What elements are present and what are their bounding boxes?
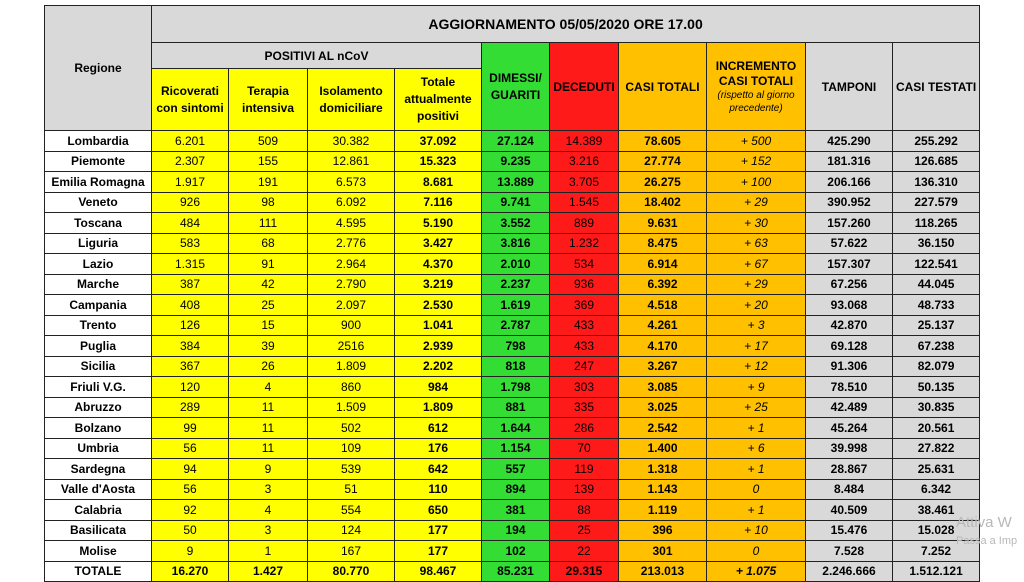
- cell-casi-totali: 27.774: [619, 151, 707, 172]
- cell-totale-positivi: 1.809: [395, 397, 482, 418]
- cell-casi-totali: 1.318: [619, 459, 707, 480]
- cell-tamponi: 45.264: [806, 418, 893, 439]
- cell-isolamento: 2.097: [308, 295, 395, 316]
- cell-casi-testati: 255.292: [893, 131, 980, 152]
- cell-terapia: 1.427: [229, 561, 308, 582]
- cell-totale-positivi: 3.219: [395, 274, 482, 295]
- cell-casi-testati: 227.579: [893, 192, 980, 213]
- cell-casi-totali: 4.518: [619, 295, 707, 316]
- cell-deceduti: 936: [550, 274, 619, 295]
- cell-dimessi: 3.552: [482, 213, 550, 234]
- cell-regione: Liguria: [45, 233, 152, 254]
- cell-casi-testati: 136.310: [893, 172, 980, 193]
- cell-dimessi: 1.619: [482, 295, 550, 316]
- cell-dimessi: 2.787: [482, 315, 550, 336]
- cell-terapia: 98: [229, 192, 308, 213]
- table-row: [45, 500, 980, 521]
- cell-ricoverati: 387: [152, 274, 229, 295]
- cell-casi-totali: 2.542: [619, 418, 707, 439]
- cell-ricoverati: 16.270: [152, 561, 229, 582]
- cell-ricoverati: 56: [152, 438, 229, 459]
- cell-totale-positivi: 1.041: [395, 315, 482, 336]
- cell-isolamento: 554: [308, 500, 395, 521]
- cell-deceduti: 433: [550, 315, 619, 336]
- cell-regione: Piemonte: [45, 151, 152, 172]
- cell-totale-positivi: 984: [395, 377, 482, 398]
- cell-totale-positivi: 177: [395, 520, 482, 541]
- cell-totale-positivi: 110: [395, 479, 482, 500]
- cell-totale-positivi: 37.092: [395, 131, 482, 152]
- cell-deceduti: 1.545: [550, 192, 619, 213]
- table-row: [45, 254, 980, 275]
- cell-casi-totali: 4.261: [619, 315, 707, 336]
- cell-terapia: 15: [229, 315, 308, 336]
- cell-dimessi: 9.741: [482, 192, 550, 213]
- cell-deceduti: 25: [550, 520, 619, 541]
- covid-table-wrapper: [44, 5, 979, 582]
- cell-totale-positivi: 4.370: [395, 254, 482, 275]
- cell-isolamento: 1.509: [308, 397, 395, 418]
- cell-ricoverati: 2.307: [152, 151, 229, 172]
- cell-deceduti: 433: [550, 336, 619, 357]
- cell-isolamento: 900: [308, 315, 395, 336]
- cell-incremento: + 10: [707, 520, 806, 541]
- cell-isolamento: 539: [308, 459, 395, 480]
- cell-totale-positivi: 7.116: [395, 192, 482, 213]
- cell-isolamento: 860: [308, 377, 395, 398]
- header-deceduti: DECEDUTI: [550, 43, 619, 131]
- cell-casi-testati: 38.461: [893, 500, 980, 521]
- cell-totale-positivi: 15.323: [395, 151, 482, 172]
- table-row: [45, 151, 980, 172]
- cell-casi-totali: 6.392: [619, 274, 707, 295]
- cell-incremento: + 17: [707, 336, 806, 357]
- cell-incremento: + 67: [707, 254, 806, 275]
- cell-ricoverati: 126: [152, 315, 229, 336]
- cell-casi-totali: 396: [619, 520, 707, 541]
- cell-regione: Campania: [45, 295, 152, 316]
- cell-deceduti: 303: [550, 377, 619, 398]
- cell-casi-testati: 122.541: [893, 254, 980, 275]
- cell-ricoverati: 384: [152, 336, 229, 357]
- cell-ricoverati: 120: [152, 377, 229, 398]
- table-title: AGGIORNAMENTO 05/05/2020 ORE 17.00: [152, 6, 980, 43]
- table-row: [45, 397, 980, 418]
- cell-ricoverati: 1.917: [152, 172, 229, 193]
- cell-terapia: 42: [229, 274, 308, 295]
- cell-incremento: + 1: [707, 500, 806, 521]
- cell-casi-testati: 48.733: [893, 295, 980, 316]
- cell-terapia: 39: [229, 336, 308, 357]
- cell-totale-positivi: 5.190: [395, 213, 482, 234]
- cell-casi-totali: 3.025: [619, 397, 707, 418]
- cell-ricoverati: 99: [152, 418, 229, 439]
- cell-dimessi: 381: [482, 500, 550, 521]
- cell-tamponi: 78.510: [806, 377, 893, 398]
- cell-regione: Toscana: [45, 213, 152, 234]
- cell-ricoverati: 1.315: [152, 254, 229, 275]
- cell-incremento: + 29: [707, 274, 806, 295]
- cell-tamponi: 157.307: [806, 254, 893, 275]
- header-regione: Regione: [45, 6, 152, 131]
- cell-incremento: + 25: [707, 397, 806, 418]
- cell-dimessi: 798: [482, 336, 550, 357]
- cell-tamponi: 206.166: [806, 172, 893, 193]
- cell-incremento: + 100: [707, 172, 806, 193]
- cell-dimessi: 1.154: [482, 438, 550, 459]
- table-row: [45, 172, 980, 193]
- cell-deceduti: 247: [550, 356, 619, 377]
- cell-regione: Emilia Romagna: [45, 172, 152, 193]
- cell-tamponi: 28.867: [806, 459, 893, 480]
- cell-incremento: + 6: [707, 438, 806, 459]
- cell-tamponi: 40.509: [806, 500, 893, 521]
- cell-casi-testati: 82.079: [893, 356, 980, 377]
- covid-regional-table: [44, 5, 980, 582]
- watermark-line2: Passa a Imp: [956, 535, 1018, 547]
- cell-dimessi: 194: [482, 520, 550, 541]
- cell-ricoverati: 56: [152, 479, 229, 500]
- header-casi-testati: CASI TESTATI: [893, 43, 980, 131]
- table-row: [45, 274, 980, 295]
- table-row: [45, 459, 980, 480]
- cell-deceduti: 889: [550, 213, 619, 234]
- cell-dimessi: 557: [482, 459, 550, 480]
- cell-casi-totali: 1.119: [619, 500, 707, 521]
- total-row: [45, 561, 980, 582]
- cell-terapia: 26: [229, 356, 308, 377]
- cell-tamponi: 390.952: [806, 192, 893, 213]
- cell-incremento: + 29: [707, 192, 806, 213]
- cell-totale-positivi: 650: [395, 500, 482, 521]
- cell-totale-positivi: 2.939: [395, 336, 482, 357]
- cell-terapia: 11: [229, 418, 308, 439]
- cell-regione: Sicilia: [45, 356, 152, 377]
- table-row: [45, 213, 980, 234]
- cell-totale-positivi: 98.467: [395, 561, 482, 582]
- cell-casi-testati: 36.150: [893, 233, 980, 254]
- cell-dimessi: 818: [482, 356, 550, 377]
- cell-casi-testati: 50.135: [893, 377, 980, 398]
- cell-casi-testati: 15.028: [893, 520, 980, 541]
- cell-casi-testati: 67.238: [893, 336, 980, 357]
- cell-deceduti: 286: [550, 418, 619, 439]
- cell-dimessi: 894: [482, 479, 550, 500]
- cell-tamponi: 69.128: [806, 336, 893, 357]
- cell-tamponi: 2.246.666: [806, 561, 893, 582]
- cell-casi-totali: 8.475: [619, 233, 707, 254]
- table-row: [45, 233, 980, 254]
- cell-casi-testati: 20.561: [893, 418, 980, 439]
- cell-totale-positivi: 8.681: [395, 172, 482, 193]
- cell-ricoverati: 926: [152, 192, 229, 213]
- cell-isolamento: 109: [308, 438, 395, 459]
- cell-incremento: + 152: [707, 151, 806, 172]
- cell-terapia: 509: [229, 131, 308, 152]
- cell-terapia: 111: [229, 213, 308, 234]
- cell-dimessi: 85.231: [482, 561, 550, 582]
- cell-dimessi: 102: [482, 541, 550, 562]
- cell-casi-totali: 301: [619, 541, 707, 562]
- table-row: [45, 418, 980, 439]
- cell-tamponi: 425.290: [806, 131, 893, 152]
- cell-regione: Friuli V.G.: [45, 377, 152, 398]
- header-incremento: [707, 43, 806, 131]
- cell-incremento: + 9: [707, 377, 806, 398]
- cell-ricoverati: 408: [152, 295, 229, 316]
- cell-casi-testati: 126.685: [893, 151, 980, 172]
- header-incremento-sub: (rispetto al giorno precedente): [717, 89, 795, 114]
- cell-isolamento: 167: [308, 541, 395, 562]
- table-row: [45, 315, 980, 336]
- cell-tamponi: 7.528: [806, 541, 893, 562]
- cell-regione: Abruzzo: [45, 397, 152, 418]
- cell-regione: Umbria: [45, 438, 152, 459]
- cell-isolamento: 6.573: [308, 172, 395, 193]
- cell-dimessi: 13.889: [482, 172, 550, 193]
- cell-terapia: 155: [229, 151, 308, 172]
- cell-tamponi: 42.489: [806, 397, 893, 418]
- cell-dimessi: 1.644: [482, 418, 550, 439]
- cell-deceduti: 22: [550, 541, 619, 562]
- cell-tamponi: 93.068: [806, 295, 893, 316]
- cell-totale-positivi: 176: [395, 438, 482, 459]
- header-tamponi: TAMPONI: [806, 43, 893, 131]
- header-terapia: Terapia intensiva: [229, 69, 308, 131]
- cell-dimessi: 2.237: [482, 274, 550, 295]
- cell-incremento: + 1: [707, 418, 806, 439]
- header-totale-positivi: Totale attualmente positivi: [395, 69, 482, 131]
- cell-incremento: + 20: [707, 295, 806, 316]
- cell-tamponi: 39.998: [806, 438, 893, 459]
- table-row: [45, 192, 980, 213]
- cell-deceduti: 1.232: [550, 233, 619, 254]
- cell-regione: TOTALE: [45, 561, 152, 582]
- cell-totale-positivi: 2.202: [395, 356, 482, 377]
- table-row: [45, 520, 980, 541]
- cell-ricoverati: 9: [152, 541, 229, 562]
- cell-dimessi: 3.816: [482, 233, 550, 254]
- table-row: [45, 295, 980, 316]
- cell-deceduti: 70: [550, 438, 619, 459]
- cell-isolamento: 2516: [308, 336, 395, 357]
- cell-dimessi: 881: [482, 397, 550, 418]
- cell-ricoverati: 289: [152, 397, 229, 418]
- cell-deceduti: 29.315: [550, 561, 619, 582]
- cell-terapia: 1: [229, 541, 308, 562]
- cell-casi-testati: 6.342: [893, 479, 980, 500]
- cell-casi-totali: 3.267: [619, 356, 707, 377]
- cell-regione: Lazio: [45, 254, 152, 275]
- cell-deceduti: 534: [550, 254, 619, 275]
- cell-regione: Lombardia: [45, 131, 152, 152]
- cell-isolamento: 51: [308, 479, 395, 500]
- table-row: [45, 336, 980, 357]
- header-incremento-title: INCREMENTO CASI TOTALI: [715, 58, 797, 88]
- cell-terapia: 9: [229, 459, 308, 480]
- cell-dimessi: 2.010: [482, 254, 550, 275]
- cell-isolamento: 80.770: [308, 561, 395, 582]
- cell-casi-totali: 1.143: [619, 479, 707, 500]
- cell-terapia: 191: [229, 172, 308, 193]
- cell-totale-positivi: 612: [395, 418, 482, 439]
- cell-ricoverati: 367: [152, 356, 229, 377]
- cell-terapia: 3: [229, 520, 308, 541]
- cell-casi-testati: 44.045: [893, 274, 980, 295]
- cell-casi-testati: 1.512.121: [893, 561, 980, 582]
- cell-regione: Marche: [45, 274, 152, 295]
- cell-isolamento: 30.382: [308, 131, 395, 152]
- cell-ricoverati: 92: [152, 500, 229, 521]
- cell-tamponi: 8.484: [806, 479, 893, 500]
- header-positivi-group: POSITIVI AL nCoV: [152, 43, 482, 69]
- cell-terapia: 25: [229, 295, 308, 316]
- cell-deceduti: 335: [550, 397, 619, 418]
- cell-casi-testati: 25.137: [893, 315, 980, 336]
- cell-totale-positivi: 177: [395, 541, 482, 562]
- cell-tamponi: 15.476: [806, 520, 893, 541]
- cell-dimessi: 27.124: [482, 131, 550, 152]
- header-ricoverati: Ricoverati con sintomi: [152, 69, 229, 131]
- table-row: [45, 479, 980, 500]
- cell-terapia: 3: [229, 479, 308, 500]
- cell-regione: Puglia: [45, 336, 152, 357]
- cell-casi-testati: 7.252: [893, 541, 980, 562]
- cell-regione: Molise: [45, 541, 152, 562]
- header-isolamento: Isolamento domiciliare: [308, 69, 395, 131]
- cell-regione: Veneto: [45, 192, 152, 213]
- cell-casi-totali: 78.605: [619, 131, 707, 152]
- cell-incremento: + 30: [707, 213, 806, 234]
- cell-incremento: 0: [707, 541, 806, 562]
- cell-deceduti: 119: [550, 459, 619, 480]
- cell-incremento: + 1: [707, 459, 806, 480]
- cell-incremento: + 63: [707, 233, 806, 254]
- cell-ricoverati: 94: [152, 459, 229, 480]
- cell-tamponi: 42.870: [806, 315, 893, 336]
- cell-incremento: + 3: [707, 315, 806, 336]
- cell-isolamento: 4.595: [308, 213, 395, 234]
- cell-terapia: 11: [229, 438, 308, 459]
- cell-isolamento: 12.861: [308, 151, 395, 172]
- table-row: [45, 356, 980, 377]
- cell-deceduti: 369: [550, 295, 619, 316]
- cell-tamponi: 57.622: [806, 233, 893, 254]
- cell-tamponi: 181.316: [806, 151, 893, 172]
- cell-regione: Valle d'Aosta: [45, 479, 152, 500]
- cell-tamponi: 67.256: [806, 274, 893, 295]
- cell-isolamento: 2.776: [308, 233, 395, 254]
- cell-casi-totali: 4.170: [619, 336, 707, 357]
- table-row: [45, 438, 980, 459]
- activation-watermark: [956, 514, 1017, 550]
- cell-tamponi: 91.306: [806, 356, 893, 377]
- cell-regione: Sardegna: [45, 459, 152, 480]
- cell-regione: Basilicata: [45, 520, 152, 541]
- cell-casi-testati: 118.265: [893, 213, 980, 234]
- cell-ricoverati: 50: [152, 520, 229, 541]
- cell-tamponi: 157.260: [806, 213, 893, 234]
- cell-terapia: 68: [229, 233, 308, 254]
- cell-regione: Bolzano: [45, 418, 152, 439]
- table-row: [45, 131, 980, 152]
- cell-incremento: + 1.075: [707, 561, 806, 582]
- cell-casi-totali: 18.402: [619, 192, 707, 213]
- cell-isolamento: 124: [308, 520, 395, 541]
- cell-deceduti: 3.216: [550, 151, 619, 172]
- cell-casi-totali: 1.400: [619, 438, 707, 459]
- cell-ricoverati: 484: [152, 213, 229, 234]
- cell-regione: Calabria: [45, 500, 152, 521]
- cell-casi-totali: 26.275: [619, 172, 707, 193]
- table-row: [45, 377, 980, 398]
- cell-regione: Trento: [45, 315, 152, 336]
- cell-terapia: 4: [229, 500, 308, 521]
- cell-dimessi: 1.798: [482, 377, 550, 398]
- cell-deceduti: 3.705: [550, 172, 619, 193]
- cell-terapia: 91: [229, 254, 308, 275]
- cell-casi-testati: 27.822: [893, 438, 980, 459]
- cell-terapia: 11: [229, 397, 308, 418]
- cell-isolamento: 6.092: [308, 192, 395, 213]
- cell-casi-totali: 6.914: [619, 254, 707, 275]
- cell-isolamento: 2.790: [308, 274, 395, 295]
- cell-incremento: 0: [707, 479, 806, 500]
- cell-casi-totali: 213.013: [619, 561, 707, 582]
- cell-isolamento: 2.964: [308, 254, 395, 275]
- cell-terapia: 4: [229, 377, 308, 398]
- cell-casi-testati: 25.631: [893, 459, 980, 480]
- table-body: [45, 131, 980, 582]
- cell-casi-totali: 3.085: [619, 377, 707, 398]
- cell-deceduti: 14.389: [550, 131, 619, 152]
- cell-totale-positivi: 3.427: [395, 233, 482, 254]
- header-casi-totali: CASI TOTALI: [619, 43, 707, 131]
- table-row: [45, 541, 980, 562]
- cell-casi-testati: 30.835: [893, 397, 980, 418]
- cell-isolamento: 1.809: [308, 356, 395, 377]
- cell-totale-positivi: 2.530: [395, 295, 482, 316]
- cell-incremento: + 500: [707, 131, 806, 152]
- cell-totale-positivi: 642: [395, 459, 482, 480]
- header-dimessi: DIMESSI/ GUARITI: [482, 43, 550, 131]
- cell-ricoverati: 583: [152, 233, 229, 254]
- cell-deceduti: 139: [550, 479, 619, 500]
- cell-isolamento: 502: [308, 418, 395, 439]
- cell-ricoverati: 6.201: [152, 131, 229, 152]
- cell-incremento: + 12: [707, 356, 806, 377]
- cell-dimessi: 9.235: [482, 151, 550, 172]
- watermark-line1: Attiva W: [956, 514, 1012, 531]
- cell-casi-totali: 9.631: [619, 213, 707, 234]
- cell-deceduti: 88: [550, 500, 619, 521]
